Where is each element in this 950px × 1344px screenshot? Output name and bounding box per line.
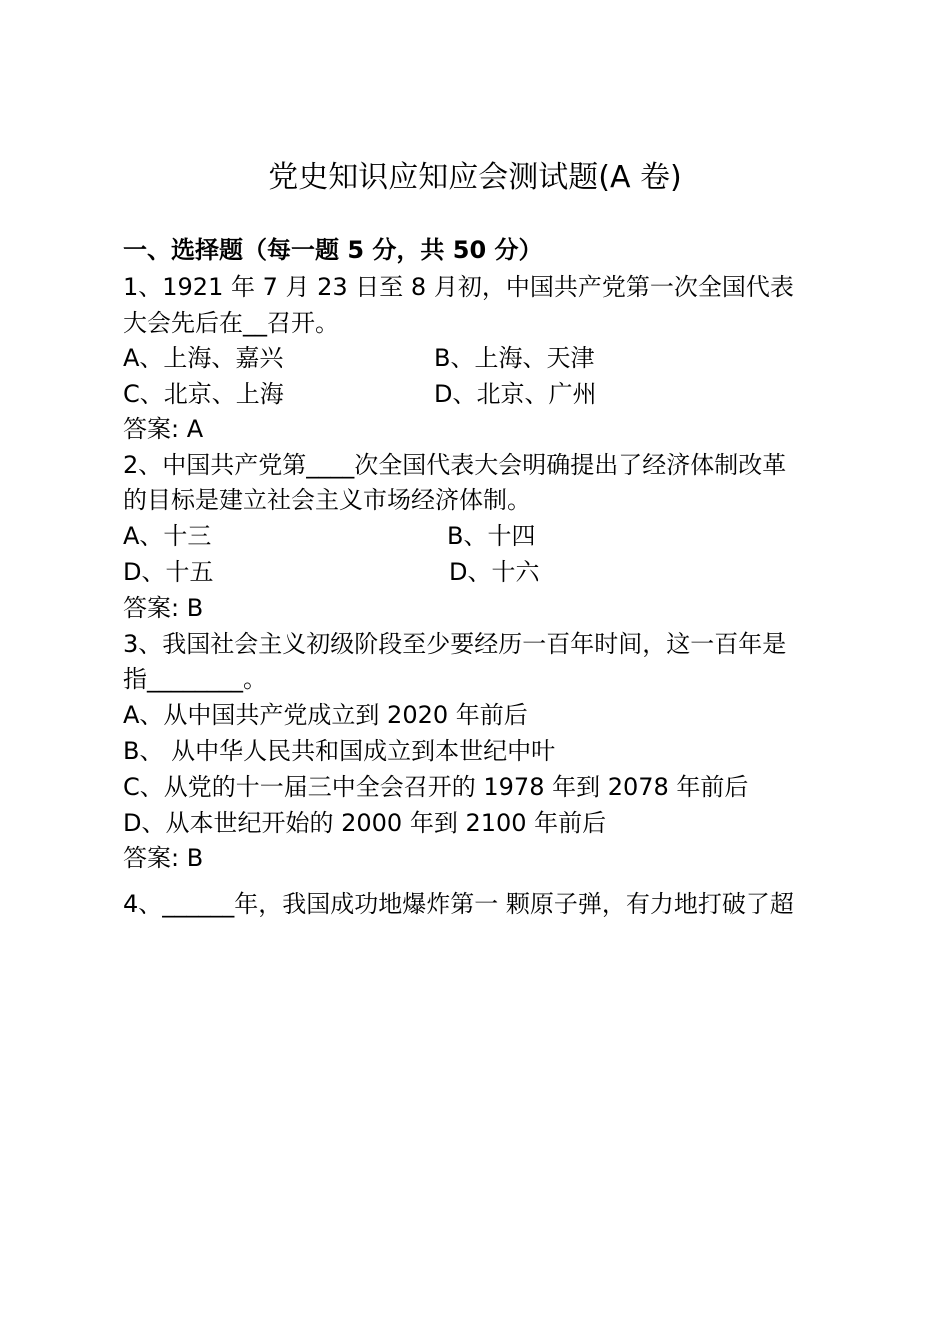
question-2-option-a: A、十三 bbox=[123, 522, 212, 550]
question-1-line-2: 大会先后在__召开。 bbox=[123, 309, 339, 337]
question-3-option-d: D、从本世纪开始的 2000 年到 2100 年前后 bbox=[123, 809, 607, 837]
question-1-option-b: B、上海、天津 bbox=[434, 344, 595, 372]
question-3-option-b: B、 从中华人民共和国成立到本世纪中叶 bbox=[123, 737, 556, 765]
question-2-option-c: D、十五 bbox=[123, 558, 214, 586]
question-3-answer: 答案: B bbox=[123, 844, 204, 872]
document-title: 党史知识应知应会测试题(A 卷) bbox=[268, 160, 682, 195]
question-3-line-2: 指________。 bbox=[123, 665, 267, 693]
question-1-option-a: A、上海、嘉兴 bbox=[123, 344, 284, 372]
question-3-option-c: C、从党的十一届三中全会召开的 1978 年到 2078 年前后 bbox=[123, 773, 749, 801]
question-2-line-2: 的目标是建立社会主义市场经济体制。 bbox=[123, 486, 531, 514]
section-heading: 一、选择题（每一题 5 分，共 50 分） bbox=[123, 236, 543, 264]
question-2-option-b: B、十四 bbox=[447, 522, 536, 550]
question-1-option-c: C、北京、上海 bbox=[123, 380, 284, 408]
question-1-option-d: D、北京、广州 bbox=[434, 380, 597, 408]
question-2-line-1: 2、中国共产党第____次全国代表大会明确提出了经济体制改革 bbox=[123, 451, 787, 479]
question-2-option-d: D、十六 bbox=[449, 558, 540, 586]
question-3-option-a: A、从中国共产党成立到 2020 年前后 bbox=[123, 701, 528, 729]
question-1-line-1: 1、1921 年 7 月 23 日至 8 月初，中国共产党第一次全国代表 bbox=[123, 273, 794, 301]
question-4-line-1: 4、______年，我国成功地爆炸第一 颗原子弹，有力地打破了超 bbox=[123, 890, 794, 918]
question-3-line-1: 3、我国社会主义初级阶段至少要经历一百年时间，这一百年是 bbox=[123, 630, 787, 658]
question-1-answer: 答案: A bbox=[123, 415, 204, 443]
question-2-answer: 答案: B bbox=[123, 594, 204, 622]
